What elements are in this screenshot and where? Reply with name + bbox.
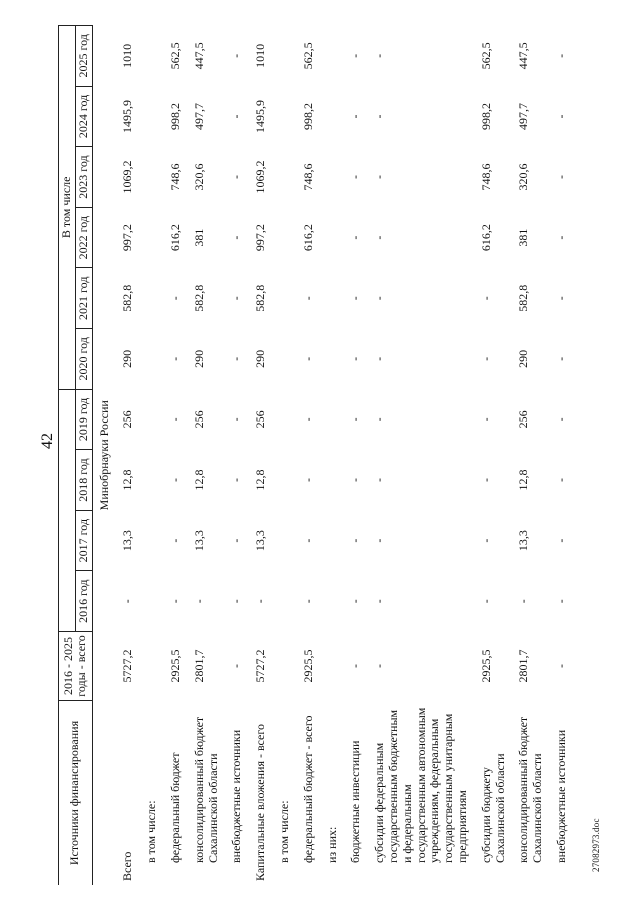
- cell-year-value: [140, 450, 164, 511]
- row-label: федеральный бюджет: [167, 752, 182, 863]
- cell-year-value: [140, 86, 164, 147]
- table-row: [475, 26, 513, 886]
- cell-year-value: -: [167, 538, 182, 543]
- agency-row: [92, 26, 116, 886]
- cell-year-value: -: [478, 417, 493, 422]
- cell-total: 2801,7: [191, 649, 206, 683]
- cell-year-value: -: [553, 538, 568, 543]
- cell-year-value: 997,2: [253, 224, 268, 252]
- cell-year-value: [321, 26, 345, 87]
- header-year: 2019 год: [75, 389, 92, 450]
- cell-year-value: -: [553, 478, 568, 483]
- cell-year-value: [140, 510, 164, 571]
- header-year: 2022 год: [75, 207, 92, 268]
- cell-year-value: 381: [191, 228, 206, 247]
- cell-year-value: -: [516, 599, 531, 604]
- cell-year-value: 13,3: [516, 530, 531, 552]
- cell-year-value: [273, 571, 297, 632]
- cell-year-value: 256: [120, 410, 135, 429]
- cell-year-value: [273, 389, 297, 450]
- cell-year-value: -: [300, 599, 315, 604]
- page-number: 42: [39, 433, 56, 449]
- row-label: субсидии федеральным государственным бюджетным и федеральным государственным автономным учреждениям, федеральным государственным унитарным предприятиям: [372, 707, 469, 863]
- cell-year-value: -: [300, 478, 315, 483]
- cell-year-value: -: [372, 478, 387, 483]
- row-label: субсидии бюджету Сахалинской области: [478, 753, 507, 863]
- cell-year-value: 290: [120, 349, 135, 368]
- cell-year-value: -: [478, 356, 493, 361]
- footer-file-code: 27082973.doc: [591, 818, 601, 872]
- cell-year-value: -: [348, 599, 363, 604]
- table-row: [140, 26, 164, 886]
- cell-year-value: [273, 147, 297, 208]
- cell-year-value: -: [229, 417, 244, 422]
- table-body: [92, 26, 574, 886]
- header-year: 2023 год: [75, 147, 92, 208]
- cell-year-value: -: [229, 175, 244, 180]
- cell-year-value: 748,6: [478, 163, 493, 191]
- cell-year-value: 1069,2: [120, 160, 135, 194]
- cell-year-value: -: [372, 114, 387, 119]
- cell-year-value: 562,5: [167, 42, 182, 70]
- cell-year-value: -: [167, 296, 182, 301]
- cell-year-value: -: [553, 296, 568, 301]
- cell-total: [321, 632, 345, 701]
- cell-year-value: 1495,9: [120, 99, 135, 133]
- cell-year-value: 497,7: [516, 102, 531, 130]
- table-row: [321, 26, 345, 886]
- cell-year-value: -: [300, 356, 315, 361]
- cell-year-value: -: [372, 296, 387, 301]
- cell-year-value: -: [300, 417, 315, 422]
- row-label: в том числе:: [276, 800, 291, 863]
- cell-year-value: -: [229, 235, 244, 240]
- cell-year-value: -: [348, 478, 363, 483]
- cell-year-value: 616,2: [300, 224, 315, 252]
- cell-year-value: -: [372, 235, 387, 240]
- header-year: 2018 год: [75, 450, 92, 511]
- cell-year-value: 256: [191, 410, 206, 429]
- cell-year-value: -: [348, 417, 363, 422]
- table-row: [344, 26, 368, 886]
- header-year: 2016 год: [75, 571, 92, 632]
- cell-year-value: 998,2: [300, 102, 315, 130]
- cell-year-value: 562,5: [478, 42, 493, 70]
- cell-year-value: -: [553, 356, 568, 361]
- cell-year-value: -: [167, 599, 182, 604]
- cell-year-value: -: [167, 356, 182, 361]
- cell-year-value: [273, 207, 297, 268]
- cell-year-value: 290: [516, 349, 531, 368]
- rotated-page-content: [58, 25, 582, 885]
- cell-year-value: 497,7: [191, 102, 206, 130]
- cell-year-value: [321, 571, 345, 632]
- cell-year-value: 13,3: [120, 530, 135, 552]
- cell-year-value: -: [553, 114, 568, 119]
- cell-year-value: -: [229, 296, 244, 301]
- cell-year-value: 748,6: [300, 163, 315, 191]
- header-total: 2016 - 2025 годы - всего: [59, 632, 93, 701]
- agency-name: Минобрнауки России: [96, 400, 111, 511]
- cell-year-value: 998,2: [478, 102, 493, 130]
- cell-year-value: -: [229, 538, 244, 543]
- cell-year-value: [140, 207, 164, 268]
- cell-year-value: [321, 510, 345, 571]
- cell-year-value: 447,5: [191, 42, 206, 70]
- row-label: в том числе:: [144, 800, 159, 863]
- cell-year-value: -: [229, 478, 244, 483]
- header-year: 2024 год: [75, 86, 92, 147]
- cell-total: -: [348, 664, 363, 668]
- table-row: [116, 26, 140, 886]
- cell-year-value: -: [348, 356, 363, 361]
- cell-year-value: -: [167, 478, 182, 483]
- cell-year-value: -: [348, 175, 363, 180]
- cell-year-value: 582,8: [253, 284, 268, 312]
- cell-year-value: [273, 329, 297, 390]
- cell-year-value: -: [300, 538, 315, 543]
- cell-year-value: [273, 86, 297, 147]
- cell-year-value: 320,6: [516, 163, 531, 191]
- cell-year-value: -: [229, 599, 244, 604]
- cell-year-value: -: [372, 175, 387, 180]
- cell-total: 5727,2: [253, 649, 268, 683]
- cell-year-value: [273, 26, 297, 87]
- cell-total: -: [372, 664, 387, 668]
- cell-year-value: 582,8: [120, 284, 135, 312]
- cell-year-value: 1069,2: [253, 160, 268, 194]
- row-label: Всего: [120, 851, 135, 881]
- row-label: из них:: [324, 826, 339, 863]
- cell-year-value: 12,8: [191, 469, 206, 491]
- cell-year-value: -: [553, 599, 568, 604]
- cell-total: -: [229, 664, 244, 668]
- row-label: внебюджетные источники: [229, 729, 244, 863]
- table-row: [188, 26, 226, 886]
- header-source: Источники финансирования: [59, 701, 93, 886]
- cell-year-value: -: [372, 538, 387, 543]
- cell-total: [273, 632, 297, 701]
- cell-year-value: -: [478, 296, 493, 301]
- cell-year-value: -: [300, 296, 315, 301]
- cell-year-value: [140, 389, 164, 450]
- row-label: внебюджетные источники: [553, 729, 568, 863]
- cell-year-value: -: [229, 53, 244, 58]
- cell-year-value: 290: [253, 349, 268, 368]
- table-row: [368, 26, 475, 886]
- cell-total: 5727,2: [120, 649, 135, 683]
- cell-year-value: -: [253, 599, 268, 604]
- cell-total: 2801,7: [516, 649, 531, 683]
- cell-year-value: 447,5: [516, 42, 531, 70]
- row-label: бюджетные инвестиции: [348, 740, 363, 863]
- cell-year-value: 748,6: [167, 163, 182, 191]
- cell-year-value: 616,2: [478, 224, 493, 252]
- cell-total: 2925,5: [300, 649, 315, 683]
- cell-total: 2925,5: [167, 649, 182, 683]
- cell-year-value: -: [553, 175, 568, 180]
- cell-year-value: 562,5: [300, 42, 315, 70]
- cell-year-value: -: [372, 53, 387, 58]
- cell-year-value: [140, 571, 164, 632]
- cell-year-value: 616,2: [167, 224, 182, 252]
- header-blank: [59, 389, 76, 631]
- cell-year-value: -: [229, 114, 244, 119]
- cell-year-value: 290: [191, 349, 206, 368]
- table-row: [164, 26, 188, 886]
- cell-year-value: 13,3: [253, 530, 268, 552]
- cell-year-value: 320,6: [191, 163, 206, 191]
- cell-year-value: [273, 450, 297, 511]
- cell-year-value: [321, 86, 345, 147]
- cell-year-value: 12,8: [120, 469, 135, 491]
- cell-year-value: [140, 329, 164, 390]
- header-year: 2020 год: [75, 329, 92, 390]
- header-group: В том числе: [59, 26, 76, 390]
- cell-year-value: -: [372, 356, 387, 361]
- cell-year-value: -: [348, 538, 363, 543]
- cell-year-value: -: [191, 599, 206, 604]
- cell-year-value: [321, 268, 345, 329]
- cell-year-value: 582,8: [191, 284, 206, 312]
- cell-year-value: -: [553, 417, 568, 422]
- cell-year-value: [321, 207, 345, 268]
- cell-year-value: -: [478, 478, 493, 483]
- table-row: [297, 26, 321, 886]
- cell-year-value: -: [348, 235, 363, 240]
- row-label: консолидированный бюджет Сахалинской области: [191, 716, 220, 863]
- cell-total: [140, 632, 164, 701]
- table-row: [273, 26, 297, 886]
- cell-year-value: -: [348, 114, 363, 119]
- row-label: Капитальные вложения - всего: [253, 724, 268, 881]
- cell-year-value: 13,3: [191, 530, 206, 552]
- cell-year-value: -: [348, 53, 363, 58]
- cell-year-value: 997,2: [120, 224, 135, 252]
- cell-year-value: [273, 510, 297, 571]
- header-year: 2025 год: [75, 26, 92, 87]
- cell-year-value: [140, 26, 164, 87]
- cell-year-value: -: [478, 599, 493, 604]
- row-label: консолидированный бюджет Сахалинской области: [516, 716, 545, 863]
- cell-year-value: [321, 450, 345, 511]
- cell-year-value: -: [120, 599, 135, 604]
- table-row: [550, 26, 574, 886]
- cell-total: -: [553, 664, 568, 668]
- financing-table: [58, 25, 574, 885]
- cell-year-value: 998,2: [167, 102, 182, 130]
- cell-year-value: 582,8: [516, 284, 531, 312]
- header-year: 2017 год: [75, 510, 92, 571]
- cell-year-value: 12,8: [253, 469, 268, 491]
- cell-year-value: -: [372, 599, 387, 604]
- table-row: [249, 26, 273, 886]
- cell-year-value: -: [372, 417, 387, 422]
- table-row: [225, 26, 249, 886]
- cell-year-value: -: [348, 296, 363, 301]
- cell-year-value: 1010: [253, 43, 268, 68]
- cell-year-value: 12,8: [516, 469, 531, 491]
- cell-year-value: [321, 147, 345, 208]
- cell-year-value: [140, 268, 164, 329]
- cell-year-value: 1010: [120, 43, 135, 68]
- cell-year-value: 256: [253, 410, 268, 429]
- cell-year-value: -: [553, 235, 568, 240]
- cell-year-value: [140, 147, 164, 208]
- cell-year-value: -: [229, 356, 244, 361]
- cell-year-value: 1495,9: [253, 99, 268, 133]
- table-row: [512, 26, 550, 886]
- row-label: федеральный бюджет - всего: [300, 715, 315, 863]
- cell-year-value: 256: [516, 410, 531, 429]
- cell-year-value: [321, 389, 345, 450]
- cell-year-value: 381: [516, 228, 531, 247]
- cell-year-value: [321, 329, 345, 390]
- cell-year-value: [273, 268, 297, 329]
- header-year: 2021 год: [75, 268, 92, 329]
- cell-year-value: -: [478, 538, 493, 543]
- cell-year-value: -: [553, 53, 568, 58]
- cell-total: 2925,5: [478, 649, 493, 683]
- cell-year-value: -: [167, 417, 182, 422]
